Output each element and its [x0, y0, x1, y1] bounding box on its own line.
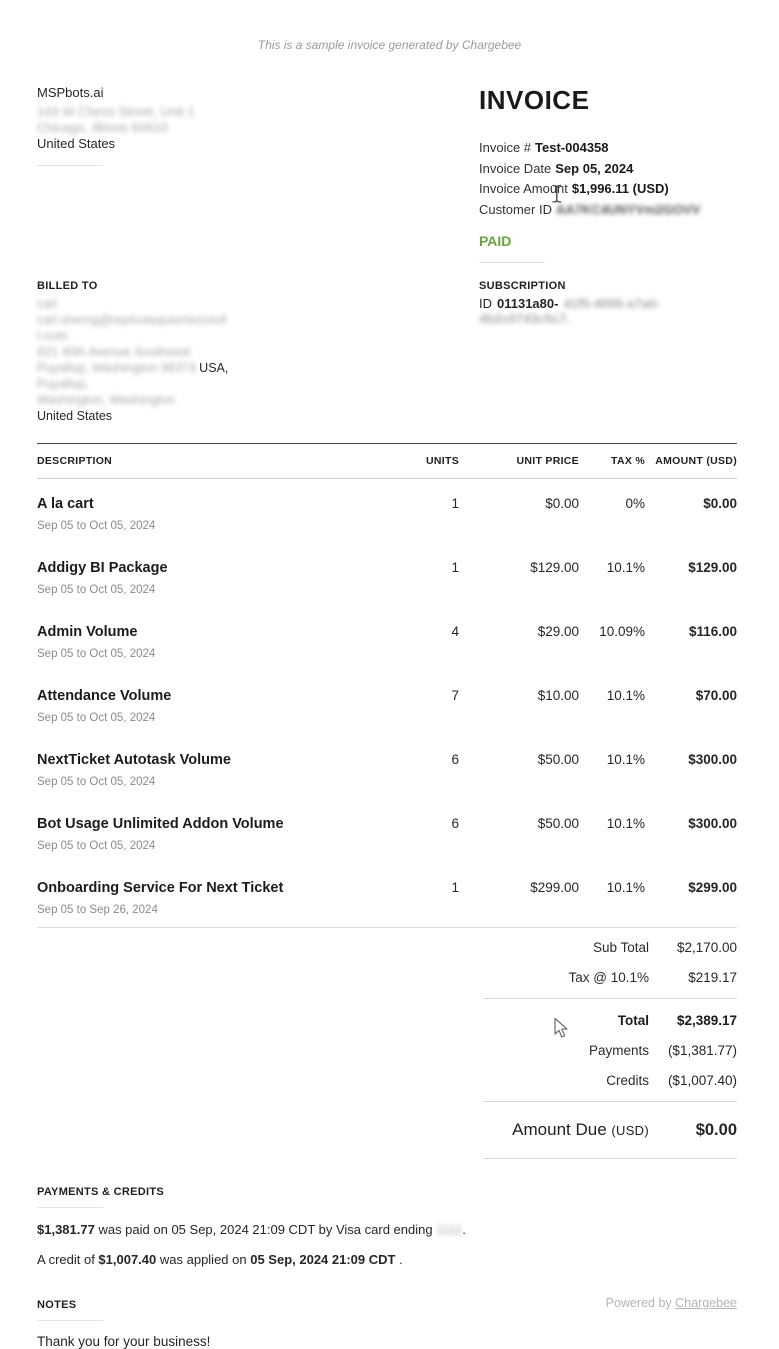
credits-value: ($1,007.40)	[667, 1072, 737, 1088]
item-period: Sep 05 to Oct 05, 2024	[37, 520, 156, 532]
credit-prefix: A credit of	[37, 1252, 99, 1267]
powered-by-text: Powered by	[605, 1296, 676, 1310]
item-amount: $116.00	[688, 624, 737, 639]
item-units: 4	[451, 624, 459, 639]
item-tax: 10.09%	[599, 624, 645, 639]
billed-to-address	[37, 296, 397, 424]
amount-due-top-divider	[483, 1101, 737, 1102]
tax-label: Tax @ 10.1%	[568, 969, 649, 985]
item-description: Bot Usage Unlimited Addon Volume	[37, 816, 284, 832]
status-divider	[479, 262, 545, 263]
table-row	[37, 671, 737, 735]
amount-due-bottom-divider	[483, 1158, 737, 1159]
item-units: 6	[451, 752, 459, 767]
invoice-number-row	[479, 138, 737, 159]
notes-divider	[37, 1320, 103, 1321]
invoice-amount-value: $1,996.11 (USD)	[571, 181, 669, 196]
item-units: 1	[451, 496, 459, 511]
subscription-id-label: ID	[479, 296, 492, 311]
total-value: $2,389.17	[676, 1012, 737, 1028]
item-unit-price: $129.00	[530, 560, 579, 575]
table-row	[37, 543, 737, 607]
amount-due-row	[483, 1108, 737, 1152]
item-tax: 10.1%	[606, 560, 645, 575]
sample-invoice-note: This is a sample invoice generated by Chargebee	[257, 38, 522, 52]
credit-mid: was applied on	[156, 1252, 251, 1267]
item-amount: $300.00	[688, 752, 737, 767]
item-description: Admin Volume	[37, 624, 138, 640]
total-row	[483, 1005, 737, 1035]
item-period: Sep 05 to Oct 05, 2024	[37, 712, 156, 724]
table-row	[37, 735, 737, 799]
item-amount: $70.00	[695, 688, 737, 703]
subscription-heading: SUBSCRIPTION	[479, 280, 566, 292]
payment-line-period: .	[462, 1222, 466, 1237]
item-amount: $0.00	[703, 496, 737, 511]
item-period: Sep 05 to Oct 05, 2024	[37, 840, 156, 852]
item-units: 6	[451, 816, 459, 831]
item-tax: 10.1%	[606, 816, 645, 831]
item-amount: $129.00	[688, 560, 737, 575]
amount-due-currency: (USD)	[611, 1123, 649, 1138]
merchant-block	[37, 85, 377, 263]
item-period: Sep 05 to Oct 05, 2024	[37, 648, 156, 660]
billed-to-country: United States	[37, 409, 113, 423]
header-amount: AMOUNT (USD)	[655, 455, 737, 467]
merchant-divider	[37, 165, 103, 166]
billed-to-city-redacted: Puyallup,	[37, 377, 89, 391]
item-unit-price: $50.00	[537, 816, 579, 831]
notes-text: Thank you for your business!	[37, 1334, 211, 1349]
item-tax: 10.1%	[606, 688, 645, 703]
merchant-address-line-redacted: 143 W Chess Street, Unit 1	[37, 104, 195, 119]
item-description: Addigy BI Package	[37, 560, 168, 576]
billed-to-state-redacted: Washington, Washington	[37, 393, 176, 407]
invoice-date-label: Invoice Date	[479, 160, 552, 176]
invoice-amount-row	[479, 179, 737, 200]
item-description: Onboarding Service For Next Ticket	[37, 880, 284, 896]
notes-heading: NOTES	[37, 1299, 77, 1311]
item-period: Sep 05 to Sep 26, 2024	[37, 904, 158, 916]
item-unit-price: $10.00	[537, 688, 579, 703]
credit-suffix: .	[395, 1252, 403, 1267]
customer-id-value-redacted: AA7KC4UNYVm2GOVV	[555, 201, 701, 217]
customer-id-row	[479, 200, 737, 221]
chargebee-link[interactable]: Chargebee	[675, 1296, 737, 1310]
invoice-title: INVOICE	[479, 85, 590, 115]
billed-to-block	[37, 280, 397, 424]
table-row	[37, 479, 737, 543]
subscription-id-row	[479, 296, 737, 326]
payment-line	[37, 1221, 737, 1238]
table-row	[37, 863, 737, 928]
subtotal-label: Sub Total	[592, 939, 649, 955]
credits-row	[483, 1065, 737, 1095]
item-period: Sep 05 to Oct 05, 2024	[37, 776, 156, 788]
payments-label: Payments	[588, 1042, 649, 1058]
subtotal-row	[483, 932, 737, 962]
payments-credits-section	[37, 1186, 737, 1268]
payments-row	[483, 1035, 737, 1065]
item-tax: 10.1%	[606, 880, 645, 895]
invoice-number-value: Test-004358	[535, 140, 609, 155]
merchant-city-line-redacted: Chicago, Illinois 60610	[37, 120, 168, 135]
totals-section	[483, 932, 737, 1159]
invoice-header	[0, 52, 779, 263]
item-period: Sep 05 to Oct 05, 2024	[37, 584, 156, 596]
credit-date: 05 Sep, 2024 21:09 CDT	[250, 1252, 396, 1267]
payments-credits-divider	[37, 1207, 103, 1208]
billed-to-street-redacted: 921 40th Avenue Southeast	[37, 345, 191, 359]
table-header-row	[37, 443, 737, 479]
subscription-id-redacted: 41f5-4055-a7a0-4b2c0743c5c7.	[479, 296, 661, 326]
table-row	[37, 799, 737, 863]
total-label: Total	[617, 1012, 649, 1028]
customer-id-label: Customer ID	[479, 201, 552, 217]
subscription-block	[479, 280, 737, 424]
credits-label: Credits	[606, 1072, 649, 1088]
item-tax: 0%	[625, 496, 645, 511]
item-unit-price: $29.00	[537, 624, 579, 639]
subscription-id-visible: 01131a80-	[497, 296, 559, 311]
merchant-name: MSPbots.ai	[37, 85, 104, 100]
item-unit-price: $0.00	[545, 496, 579, 511]
item-amount: $300.00	[688, 816, 737, 831]
billed-to-heading: BILLED TO	[37, 280, 98, 292]
line-items-table	[37, 443, 737, 928]
item-units: 1	[451, 880, 459, 895]
billed-to-citystate-line	[37, 360, 397, 376]
amount-due-label: Amount Due	[512, 1120, 607, 1139]
header-tax: TAX %	[611, 455, 645, 467]
amount-due-value: $0.00	[695, 1120, 737, 1139]
status-badge: PAID	[479, 233, 512, 249]
header-units: UNITS	[426, 455, 459, 467]
footer	[606, 1296, 737, 1310]
payments-credits-heading: PAYMENTS & CREDITS	[37, 1186, 165, 1198]
credit-amount: $1,007.40	[98, 1252, 157, 1267]
item-units: 7	[451, 688, 459, 703]
tax-row	[483, 962, 737, 992]
credit-line	[37, 1251, 737, 1268]
header-description: DESCRIPTION	[37, 455, 113, 467]
invoice-meta-block	[479, 85, 737, 263]
merchant-country: United States	[37, 136, 116, 151]
invoice-date-value: Sep 05, 2024	[555, 160, 634, 176]
subtotal-value: $2,170.00	[676, 939, 737, 955]
item-tax: 10.1%	[606, 752, 645, 767]
payment-amount: $1,381.77	[37, 1222, 95, 1237]
totals-divider	[483, 998, 737, 999]
payments-value: ($1,381.77)	[667, 1042, 737, 1058]
billed-to-email-redacted: carl.sherng@repicotaquismicrosof	[37, 313, 227, 327]
item-unit-price: $299.00	[530, 880, 579, 895]
card-digits-redacted: 1111	[436, 1222, 463, 1237]
payment-text: was paid on 05 Sep, 2024 21:09 CDT by Visa card ending	[94, 1222, 437, 1237]
table-row	[37, 607, 737, 671]
item-description: A la cart	[37, 496, 94, 512]
billed-to-name-redacted: carl	[37, 297, 58, 311]
item-description: NextTicket Autotask Volume	[37, 752, 231, 768]
invoice-number-label: Invoice #	[479, 140, 532, 155]
tax-value: $219.17	[688, 969, 737, 985]
billed-to-email2-redacted: t.com	[37, 329, 68, 343]
billed-to-usa-text: USA,	[195, 361, 229, 375]
header-unit-price: UNIT PRICE	[516, 455, 579, 467]
parties-section	[0, 263, 779, 424]
invoice-amount-label: Invoice Amount	[479, 181, 568, 196]
item-description: Attendance Volume	[37, 688, 172, 704]
item-amount: $299.00	[688, 880, 737, 895]
item-units: 1	[451, 560, 459, 575]
billed-to-citystate-redacted: Puyallup, Washington 98373	[37, 361, 196, 375]
invoice-date-row	[479, 159, 737, 180]
item-unit-price: $50.00	[537, 752, 579, 767]
